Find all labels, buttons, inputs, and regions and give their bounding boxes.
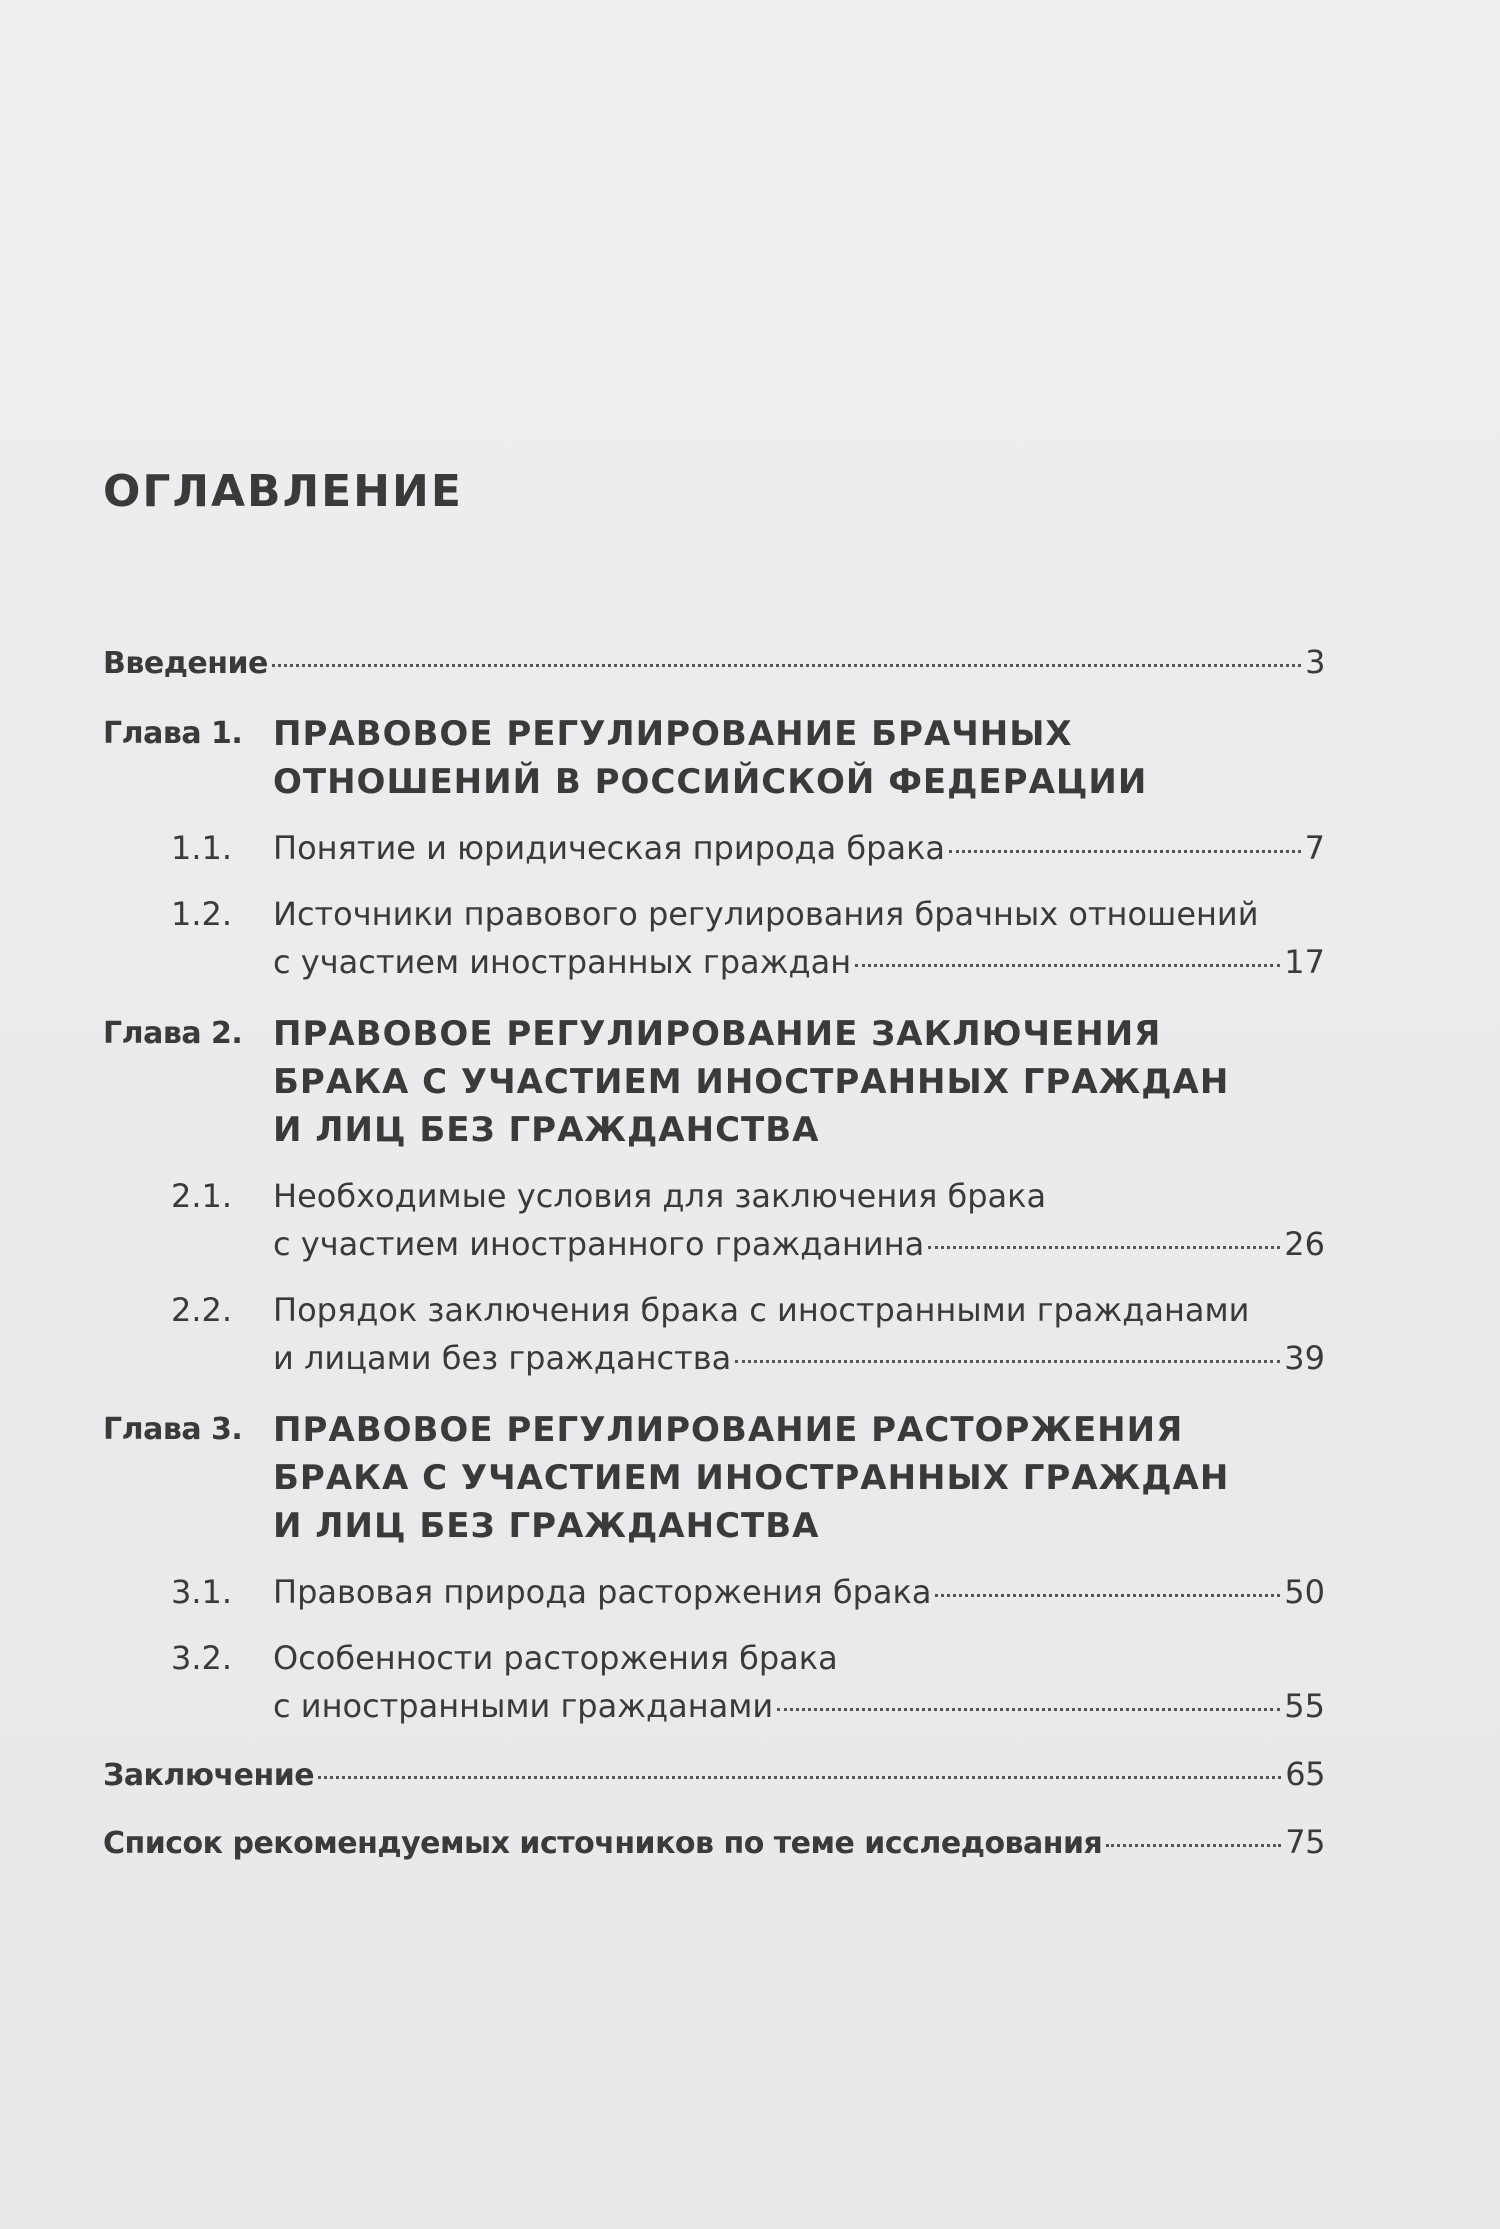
page-number: 50 [1284, 1573, 1325, 1611]
dot-leader [949, 850, 1301, 853]
section-title [273, 890, 1325, 986]
section-title-line: Источники правового регулирования брачных отношений [273, 895, 1259, 933]
section-number: 3.1. [171, 1573, 233, 1611]
chapter-number: Глава 3. [103, 1412, 243, 1447]
toc-entry-intro[interactable] [103, 640, 1325, 686]
chapter-number: Глава 1. [103, 716, 243, 751]
toc-entry-conclusion[interactable] [103, 1752, 1325, 1798]
section-entry[interactable] [103, 1568, 1325, 1616]
toc-title: ОГЛАВЛЕНИЕ [103, 466, 463, 517]
page-number: 65 [1285, 1755, 1325, 1793]
chapters-list [103, 710, 1325, 1730]
toc-entry-label: Заключение [103, 1758, 315, 1793]
dot-leader [935, 1594, 1280, 1597]
section-entry[interactable] [103, 1286, 1325, 1382]
chapter-title-line: ПРАВОВОЕ РЕГУЛИРОВАНИЕ ЗАКЛЮЧЕНИЯ [273, 1014, 1162, 1054]
section-title [273, 1172, 1325, 1268]
section-title [273, 1634, 1325, 1730]
section-number: 1.2. [171, 895, 233, 933]
chapter-number: Глава 2. [103, 1016, 243, 1051]
section-number: 3.2. [171, 1639, 233, 1677]
page-number: 7 [1304, 829, 1325, 867]
dot-leader [1106, 1844, 1281, 1847]
section-title-line: и лицами без гражданства [273, 1339, 732, 1377]
section-title [273, 1286, 1325, 1382]
chapter-title-line: ПРАВОВОЕ РЕГУЛИРОВАНИЕ РАСТОРЖЕНИЯ [273, 1410, 1184, 1450]
dot-leader [928, 1246, 1280, 1249]
table-of-contents [103, 640, 1325, 1866]
section-entry[interactable] [103, 824, 1325, 872]
section-number: 1.1. [171, 829, 233, 867]
chapter-title-line: ОТНОШЕНИЙ В РОССИЙСКОЙ ФЕДЕРАЦИИ [273, 762, 1148, 802]
chapter-title [273, 1406, 1229, 1550]
section-number: 2.2. [171, 1291, 233, 1329]
chapter-heading[interactable] [103, 1010, 1325, 1154]
section-title-line: Правовая природа расторжения брака [273, 1573, 932, 1611]
page-number: 39 [1284, 1339, 1325, 1377]
chapter-title-line: И ЛИЦ БЕЗ ГРАЖДАНСТВА [273, 1110, 820, 1150]
toc-entry-label: Список рекомендуемых источников по теме исследования [103, 1826, 1103, 1861]
section-title-line: с участием иностранных граждан [273, 943, 852, 981]
page-number: 75 [1285, 1823, 1325, 1861]
dot-leader [272, 664, 1301, 667]
dot-leader [735, 1360, 1280, 1363]
chapter-title [273, 710, 1147, 806]
section-title [273, 824, 1325, 872]
chapter-title-line: БРАКА С УЧАСТИЕМ ИНОСТРАННЫХ ГРАЖДАН [273, 1458, 1230, 1498]
section-entry[interactable] [103, 890, 1325, 986]
section-title-line: Необходимые условия для заключения брака [273, 1177, 1047, 1215]
section-title-line: Порядок заключения брака с иностранными гражданами [273, 1291, 1250, 1329]
chapter-title [273, 1010, 1229, 1154]
section-title-line: Особенности расторжения брака [273, 1639, 838, 1677]
section-entry[interactable] [103, 1634, 1325, 1730]
chapter-title-line: И ЛИЦ БЕЗ ГРАЖДАНСТВА [273, 1506, 820, 1546]
page-number: 3 [1305, 643, 1325, 681]
chapter-title-line: БРАКА С УЧАСТИЕМ ИНОСТРАННЫХ ГРАЖДАН [273, 1062, 1230, 1102]
section-title-line: с участием иностранного гражданина [273, 1225, 925, 1263]
dot-leader [855, 964, 1280, 967]
toc-entry-sources[interactable] [103, 1820, 1325, 1866]
chapter-title-line: ПРАВОВОЕ РЕГУЛИРОВАНИЕ БРАЧНЫХ [273, 714, 1073, 754]
toc-entry-label: Введение [103, 646, 268, 681]
section-number: 2.1. [171, 1177, 233, 1215]
page-number: 26 [1284, 1225, 1325, 1263]
section-title-line: Понятие и юридическая природа брака [273, 829, 946, 867]
page-number: 17 [1284, 943, 1325, 981]
dot-leader [777, 1708, 1280, 1711]
chapter-heading[interactable] [103, 710, 1325, 806]
section-entry[interactable] [103, 1172, 1325, 1268]
section-title-line: с иностранными гражданами [273, 1687, 774, 1725]
section-title [273, 1568, 1325, 1616]
chapter-heading[interactable] [103, 1406, 1325, 1550]
dot-leader [318, 1776, 1281, 1779]
page-number: 55 [1284, 1687, 1325, 1725]
